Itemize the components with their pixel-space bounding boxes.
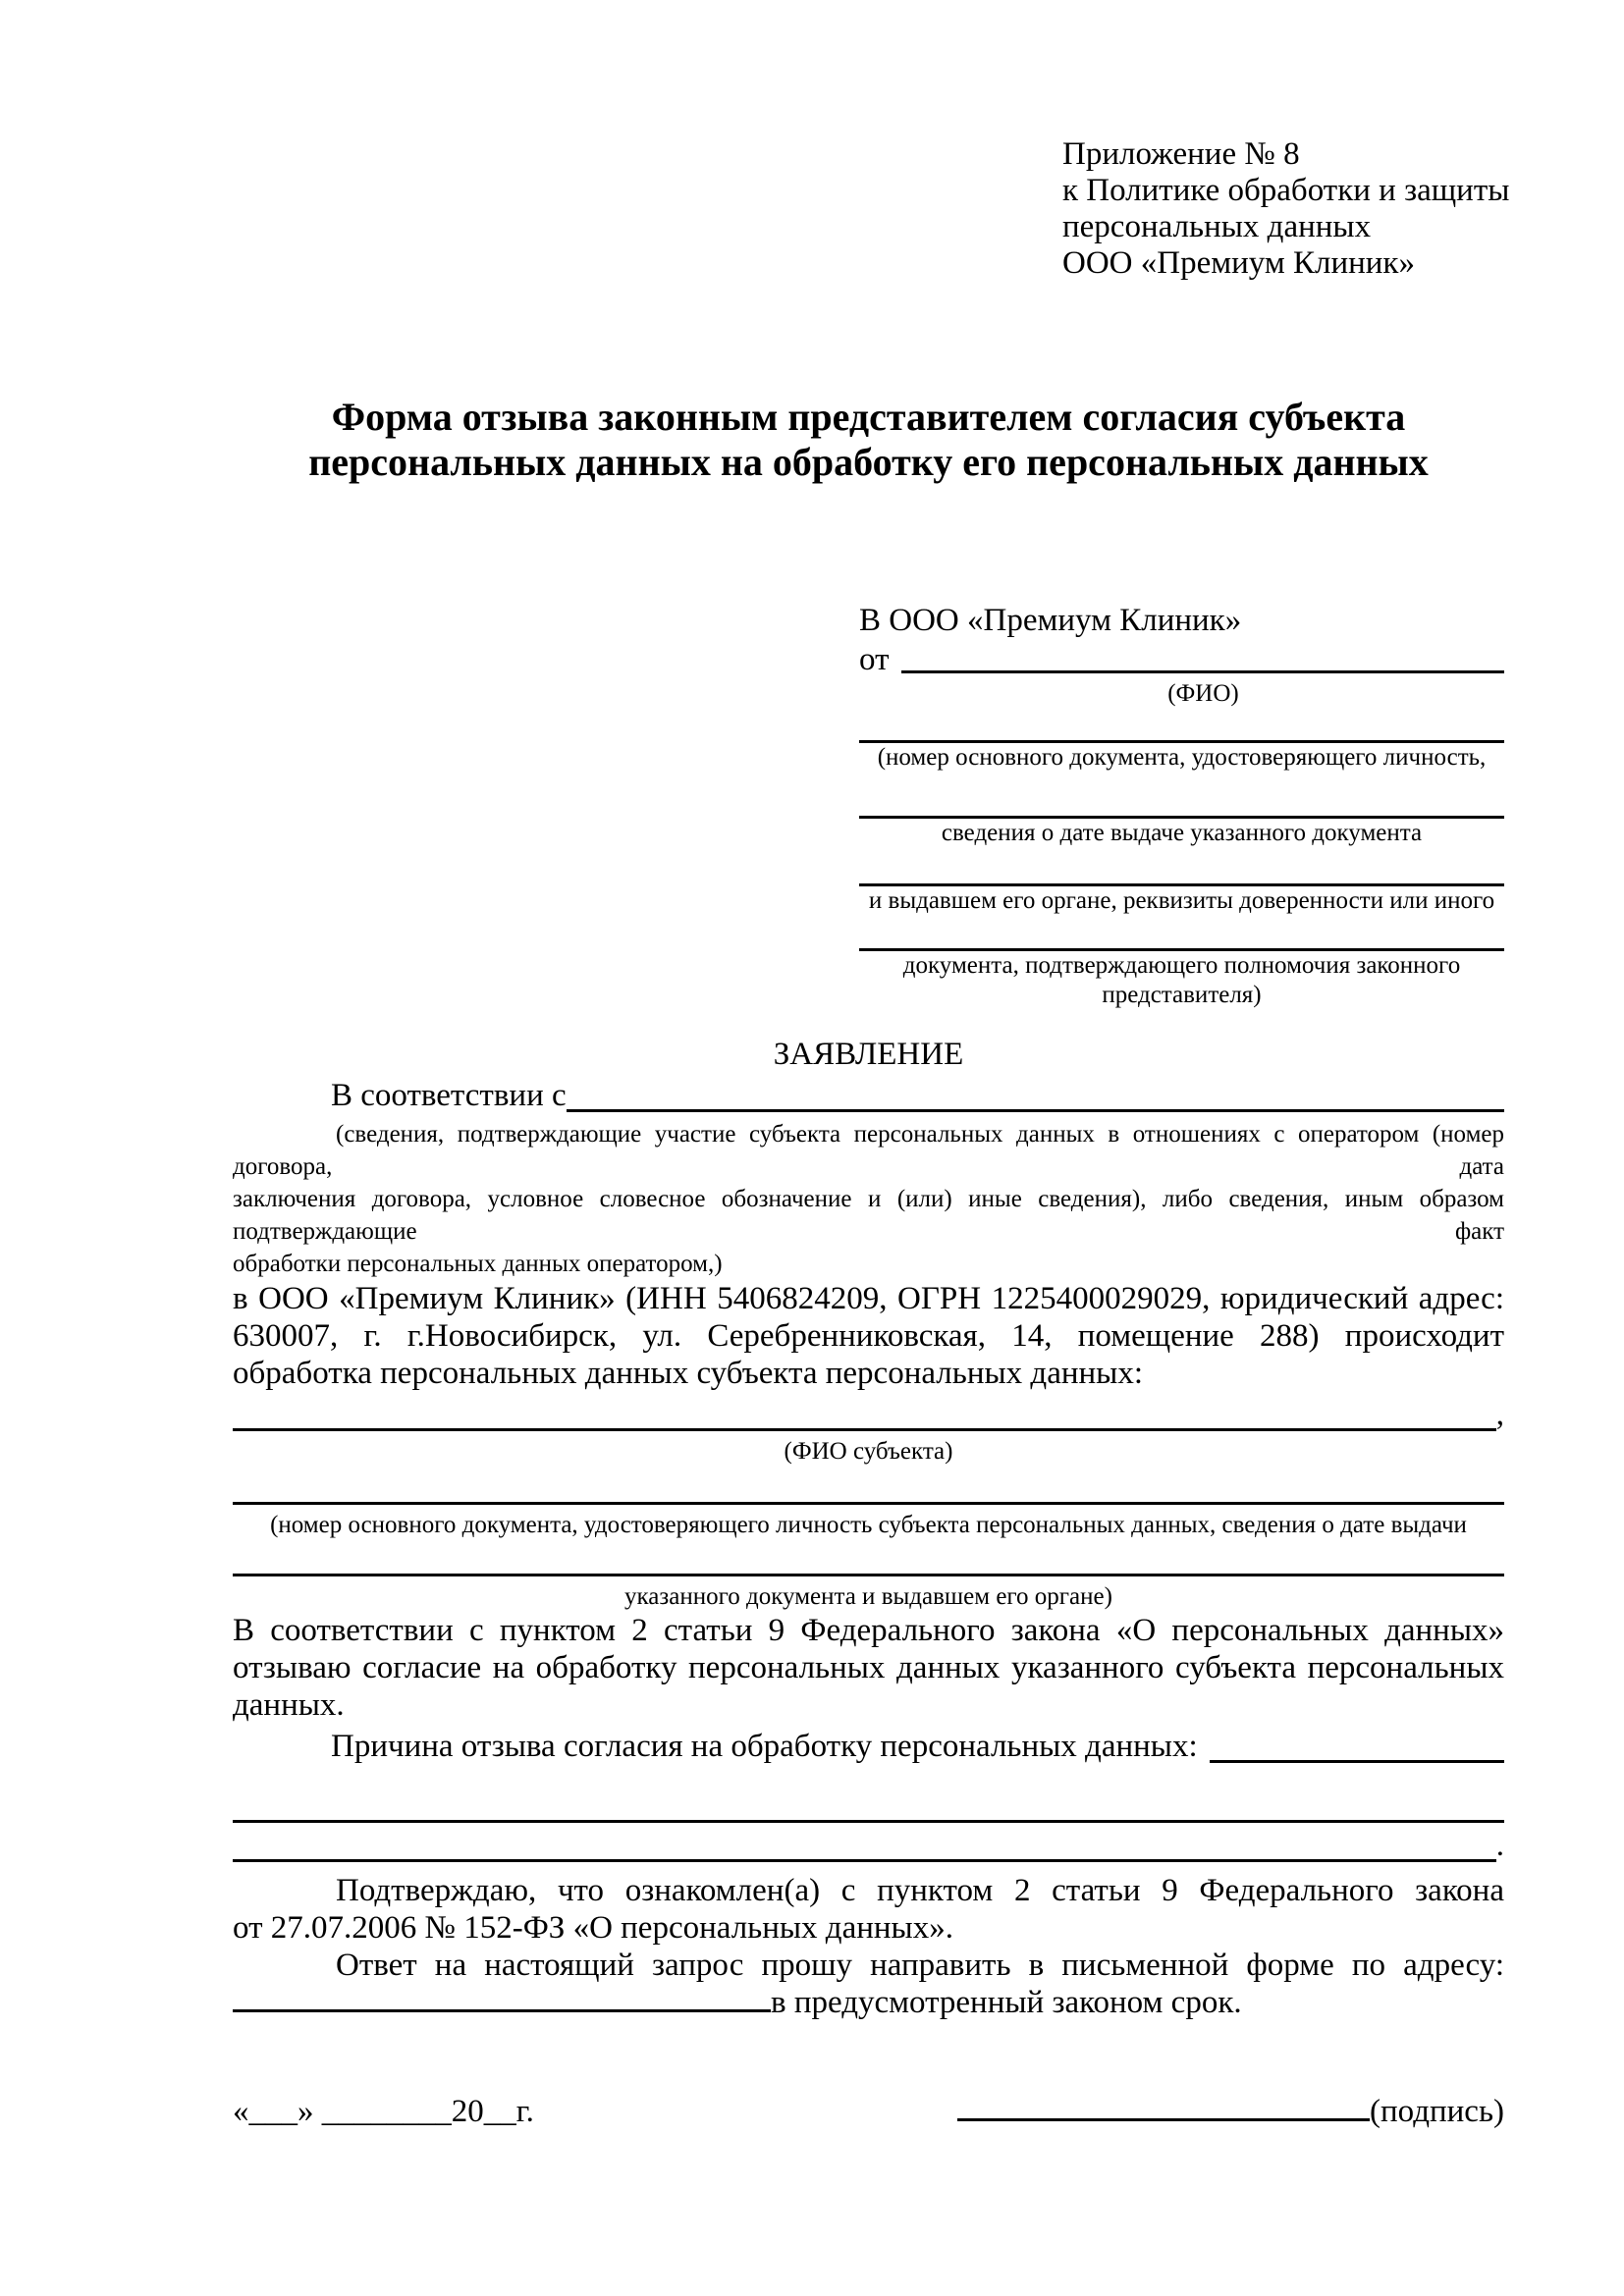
fio-caption: (ФИО) xyxy=(1167,680,1239,707)
doc-field-line-3 xyxy=(859,848,1504,886)
doc-field-line-2 xyxy=(859,773,1504,819)
operator-paragraph-line-1: в ООО «Премиум Клиник» (ИНН 5406824209, ОГРН 1225400029029, юридический адрес: xyxy=(233,1281,1504,1316)
doc-caption-2: сведения о дате выдаче указанного документа xyxy=(941,820,1423,846)
withdrawal-paragraph-line-3: данных. xyxy=(233,1687,345,1723)
annex-line-4: ООО «Премиум Клиник» xyxy=(1062,245,1415,281)
subject-fio-field xyxy=(233,1392,1496,1431)
reason-lead: Причина отзыва согласия на обработку персональных данных: xyxy=(331,1729,1198,1764)
withdrawal-paragraph-line-2: отзываю согласие на обработку персональных данных указанного субъекта персональных xyxy=(233,1650,1504,1685)
doc-field-line-1 xyxy=(859,709,1504,743)
signature-caption: (подпись) xyxy=(1370,2094,1504,2129)
from-label: от xyxy=(859,642,890,677)
reason-end-period: . xyxy=(1495,1828,1504,1863)
signature-date: «___» ________20__г. xyxy=(233,2094,534,2129)
subject-fio-trailing-comma: , xyxy=(1495,1397,1504,1432)
annex-note xyxy=(1062,136,1510,282)
addressee-block xyxy=(859,601,1504,1010)
addressee-from-row xyxy=(859,640,1504,679)
reply-line-1: Ответ на настоящий запрос прошу направить в письменной форме по адресу: xyxy=(336,1948,1504,1983)
subject-fio-field-row xyxy=(233,1392,1504,1437)
subject-doc-caption-1: (номер основного документа, удостоверяющего личность субъекта персональных данных, сведения о дате выдачи xyxy=(270,1512,1467,1538)
reason-field-line-3 xyxy=(233,1823,1496,1862)
accordance-caption-line-1: (сведения, подтверждающие участие субъекта персональных данных в отношениях с оператором (номер договора, дата xyxy=(233,1121,1504,1180)
page-title xyxy=(233,395,1504,485)
reason-field-line-2 xyxy=(233,1769,1504,1823)
page-title-line-2: персональных данных на обработку его персональных данных xyxy=(308,440,1429,484)
reason-row xyxy=(233,1724,1504,1769)
accordance-caption-line-3: обработки персональных данных оператором,) xyxy=(233,1251,723,1277)
accordance-row xyxy=(233,1073,1504,1118)
confirmation-line-1: Подтверждаю, что ознакомлен(а) с пунктом 2 статьи 9 Федерального закона xyxy=(336,1873,1504,1908)
operator-paragraph-line-3: обработка персональных данных субъекта персональных данных: xyxy=(233,1356,1143,1391)
reply-address-field xyxy=(233,2009,771,2012)
withdrawal-paragraph-line-1: В соответствии с пунктом 2 статьи 9 Федерального закона «О персональных данных» xyxy=(233,1613,1504,1648)
doc-caption-1: (номер основного документа, удостоверяющего личность, xyxy=(877,744,1487,771)
subject-doc-field-2 xyxy=(233,1540,1504,1576)
reply-line-2 xyxy=(233,1984,1504,2021)
reason-field-line-3-row xyxy=(233,1823,1504,1868)
doc-field-line-4 xyxy=(859,916,1504,951)
accordance-lead: В соответствии с xyxy=(331,1078,567,1113)
operator-paragraph-line-2: 630007, г. г.Новосибирск, ул. Серебренниковская, 14, помещение 288) происходит xyxy=(233,1318,1504,1354)
annex-line-2: к Политике обработки и защиты xyxy=(1062,173,1510,208)
statement-heading: ЗАЯВЛЕНИЕ xyxy=(773,1037,964,1072)
subject-doc-field-1 xyxy=(233,1467,1504,1505)
confirmation-line-2: от 27.07.2006 № 152-ФЗ «О персональных данных». xyxy=(233,1910,953,1946)
subject-fio-caption: (ФИО субъекта) xyxy=(784,1438,953,1465)
annex-line-3: персональных данных xyxy=(1062,209,1372,244)
annex-line-1: Приложение № 8 xyxy=(1062,136,1300,172)
doc-caption-4: документа, подтверждающего полномочия законного представителя) xyxy=(902,952,1461,1008)
signature-field xyxy=(957,2118,1370,2121)
from-name-field xyxy=(901,640,1505,673)
signature-right-group xyxy=(957,2090,1504,2133)
signature-row xyxy=(233,2090,1504,2133)
reason-field xyxy=(1210,1724,1504,1763)
subject-doc-caption-2: указанного документа и выдавшем его органе) xyxy=(624,1583,1112,1610)
addressee-recipient: В ООО «Премиум Клиник» xyxy=(859,603,1242,638)
doc-caption-3: и выдавшем его органе, реквизиты доверенности или иного xyxy=(868,887,1495,914)
accordance-field xyxy=(567,1073,1504,1112)
reply-line-2-text: в предусмотренный законом срок. xyxy=(771,1985,1242,2020)
accordance-caption-line-2: заключения договора, условное словесное обозначение и (или) иные сведения), либо сведения, иным образом подтверждающие факт xyxy=(233,1186,1504,1245)
page-title-line-1: Форма отзыва законным представителем согласия субъекта xyxy=(331,395,1406,439)
